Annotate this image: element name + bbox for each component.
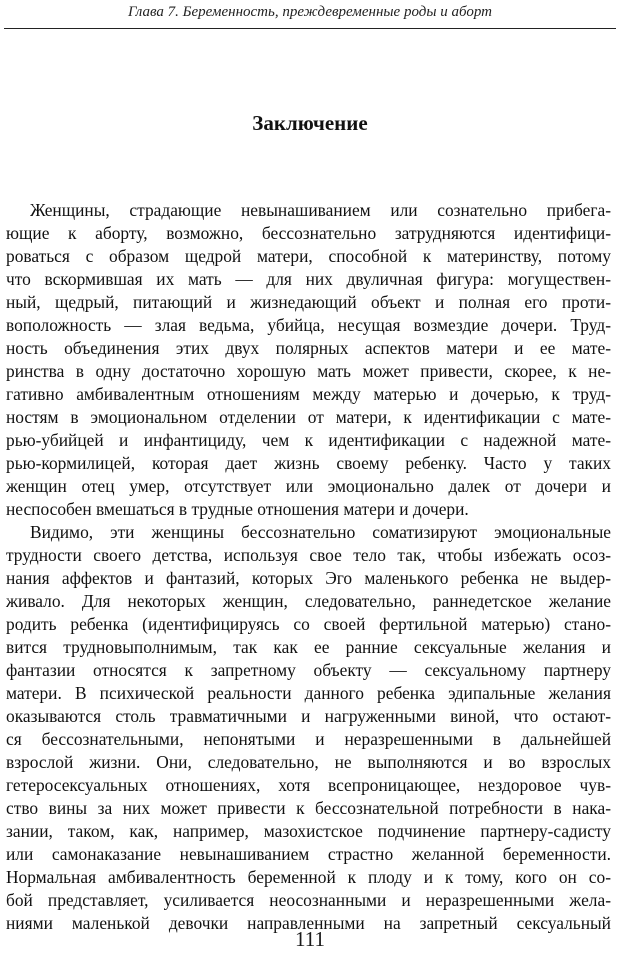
text-line: что вскормившая их мать — для них двуличная фигура: могуществен-	[6, 269, 611, 289]
text-line: ностям в эмоциональном отделении от матери, к идентификации с мате-	[6, 407, 611, 427]
text-line: неспособен вмешаться в трудные отношения матери и дочери.	[6, 499, 469, 519]
text-line: оказываются столь травматичными и нагруженными виной, что остают-	[6, 706, 611, 726]
text-line: рью-кормилицей, которая дает жизнь своему ребенку. Часто у таких	[6, 453, 611, 473]
section-title: Заключение	[252, 111, 368, 135]
text-line: рью-убийцей и инфантициду, чем к идентификации с надежной мате-	[6, 430, 611, 450]
text-line: роваться с образом щедрой матери, способной к материнству, потому	[6, 246, 611, 266]
text-line: ность объединения этих двух полярных аспектов матери и ее мате-	[6, 338, 611, 358]
text-line: гетеросексуальных отношениях, хотя всепроницающее, нездоровое чув-	[6, 775, 611, 795]
text-line: ющие к аборту, возможно, бессознательно затрудняются идентифици-	[6, 223, 611, 243]
text-line: вится трудновыполнимым, так как ее ранние сексуальные желания и	[6, 637, 611, 657]
page-number: 111	[295, 927, 325, 951]
text-line: родить ребенка (идентифицируясь со своей фертильной матерью) стано-	[6, 614, 611, 634]
running-header: Глава 7. Беременность, преждевременные роды и аборт	[127, 4, 492, 20]
body-text	[6, 199, 611, 935]
paragraph	[6, 199, 611, 521]
paragraph	[6, 521, 611, 935]
text-line: ство вины за них может привести к бессознательной потребности в нака-	[6, 798, 611, 818]
text-line: трудности своего детства, используя свое тело так, чтобы избежать осоз-	[6, 545, 611, 565]
text-line: нания аффектов и фантазий, которых Эго маленького ребенка не выдер-	[6, 568, 611, 588]
text-line: ный, щедрый, питающий и жизнедающий объект и полная его проти-	[6, 292, 611, 312]
text-line: ринства в одну достаточно хорошую мать может привести, скорее, к не-	[6, 361, 611, 381]
text-line: Нормальная амбивалентность беременной к плоду и к тому, кого он со-	[6, 867, 611, 887]
text-line: Женщины, страдающие невынашиванием или сознательно прибега-	[30, 200, 611, 220]
text-line: ниями маленькой девочки направленными на запретный сексуальный	[6, 913, 611, 933]
text-line: Видимо, эти женщины бессознательно соматизируют эмоциональные	[30, 522, 611, 542]
text-line: или самонаказание невынашиванием страстно желанной беременности.	[6, 844, 611, 864]
header-divider	[4, 28, 616, 29]
text-line: матери. В психической реальности данного ребенка эдипальные желания	[6, 683, 611, 703]
text-line: ся бессознательными, непонятыми и неразрешенными в дальнейшей	[6, 729, 611, 749]
text-line: фантазии относятся к запретному объекту — сексуальному партнеру	[6, 660, 611, 680]
text-line: живало. Для некоторых женщин, следовательно, раннедетское желание	[6, 591, 611, 611]
text-line: зании, таком, как, например, мазохистское подчинение партнеру-садисту	[6, 821, 611, 841]
text-line: бой представляет, усиливается неосознанными и неразрешенными жела-	[6, 890, 611, 910]
text-line: женщин отец умер, отсутствует или эмоционально далек от дочери и	[6, 476, 611, 496]
text-line: гативно амбивалентным отношениям между матерью и дочерью, к труд-	[6, 384, 611, 404]
text-line: взрослой жизни. Они, следовательно, не выполняются и во взрослых	[6, 752, 611, 772]
text-line: воположность — злая ведьма, убийца, несущая возмездие дочери. Труд-	[6, 315, 611, 335]
